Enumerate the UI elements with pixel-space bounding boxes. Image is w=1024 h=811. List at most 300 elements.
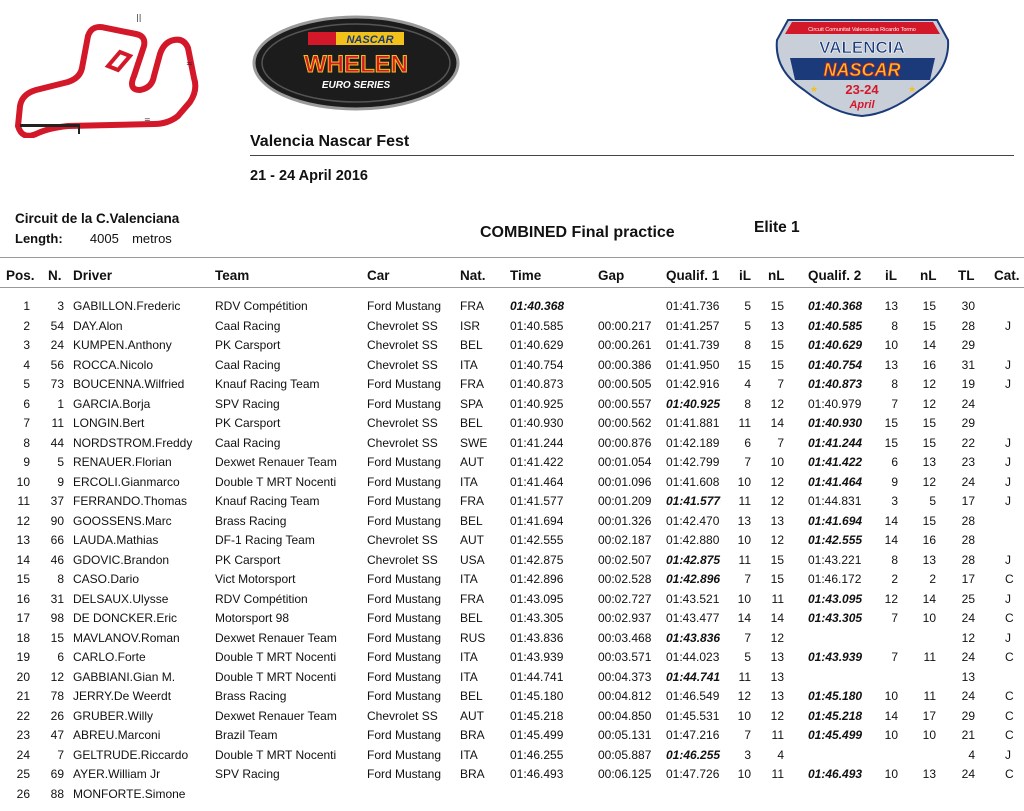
table-row [0, 748, 1024, 767]
cell-num: 31 [50, 591, 64, 606]
cell-time: 01:40.585 [510, 318, 564, 333]
cell-driver: LONGIN.Bert [73, 416, 145, 430]
cell-q2: 01:45.218 [808, 708, 863, 723]
cell-q2: 01:42.555 [808, 533, 863, 547]
cell-q2: 01:45.499 [808, 728, 863, 742]
cell-nat: SWE [460, 435, 488, 450]
cell-tl: 13 [961, 669, 975, 684]
cell-car: Ford Mustang [367, 630, 442, 645]
cell-gap: 00:00.386 [598, 357, 652, 372]
cell-tl: 17 [961, 572, 975, 586]
col-num: N. [48, 268, 62, 283]
cell-cat: J [1005, 318, 1011, 333]
cell-team: Brazil Team [215, 728, 278, 742]
cell-car: Chevrolet SS [367, 533, 438, 547]
cell-tl: 4 [968, 747, 975, 762]
valencia-top-text: Circuit Comunitat Valenciana Ricardo Tormo [808, 27, 916, 33]
cell-il1: 6 [744, 435, 751, 450]
cell-cat: J [1005, 435, 1011, 450]
cell-il1: 10 [737, 767, 751, 781]
cell-cat: J [1005, 357, 1011, 372]
cell-tl: 24 [961, 689, 975, 703]
cell-il1: 7 [744, 572, 751, 586]
cell-time: 01:41.577 [510, 494, 564, 508]
cell-team: Double T MRT Nocenti [215, 747, 337, 762]
cell-cat: J [1005, 747, 1011, 762]
cell-q2: 01:43.095 [808, 591, 863, 606]
cell-nat: SPA [460, 396, 484, 411]
cell-nl1: 14 [770, 416, 784, 430]
cell-q2: 01:41.244 [808, 435, 863, 450]
col-cat: Cat. [994, 268, 1020, 283]
cell-team: Double T MRT Nocenti [215, 650, 337, 664]
nascar-sub-text: EURO SERIES [321, 80, 391, 91]
table-row [0, 514, 1024, 533]
cell-car: Ford Mustang [367, 474, 442, 489]
cell-team: Caal Racing [215, 318, 281, 333]
cell-tl: 25 [961, 591, 975, 606]
cell-tl: 29 [961, 708, 975, 723]
cell-q1: 01:42.875 [666, 552, 721, 567]
table-row [0, 377, 1024, 396]
cell-nat: AUT [460, 533, 484, 547]
cell-num: 78 [50, 689, 64, 703]
cell-gap: 00:01.326 [598, 513, 652, 528]
cell-nl1: 15 [770, 338, 784, 352]
cell-num: 46 [50, 552, 64, 567]
table-top-rule [0, 257, 1024, 258]
col-qualif-1: Qualif. 1 [666, 268, 720, 283]
cell-q1: 01:43.521 [666, 591, 720, 606]
cell-gap: 00:00.557 [598, 396, 652, 411]
cell-nl2: 16 [922, 357, 936, 372]
cell-nl1: 12 [770, 474, 784, 489]
cell-num: 24 [50, 338, 64, 352]
cell-tl: 29 [961, 338, 975, 352]
cell-nl1: 13 [770, 669, 784, 684]
cell-q2: 01:40.754 [808, 357, 863, 372]
cell-car: Ford Mustang [367, 767, 442, 781]
cell-nat: USA [460, 552, 485, 567]
cell-num: 3 [57, 299, 64, 313]
cell-num: 37 [50, 494, 64, 508]
cell-cat: J [1005, 455, 1011, 469]
cell-driver: DE DONCKER.Eric [73, 611, 178, 625]
cell-driver: DELSAUX.Ulysse [73, 591, 169, 606]
cell-q1: 01:41.736 [666, 299, 720, 313]
cell-il1: 15 [737, 357, 751, 372]
cell-car: Chevrolet SS [367, 357, 438, 372]
table-row [0, 631, 1024, 650]
cell-tl: 29 [961, 416, 975, 430]
length-value: 4005 [89, 231, 119, 246]
cell-team: Dexwet Renauer Team [215, 708, 337, 723]
cell-nl2: 12 [922, 396, 936, 411]
cell-nat: ITA [460, 572, 478, 586]
cell-car: Ford Mustang [367, 513, 442, 528]
cell-q2: 01:40.873 [808, 377, 863, 391]
cell-num: 56 [50, 357, 64, 372]
cell-driver: GABILLON.Frederic [73, 299, 181, 313]
cell-q2: 01:40.979 [808, 396, 862, 411]
cell-pos: 6 [23, 396, 30, 411]
cell-num: 9 [57, 474, 64, 489]
table-row [0, 650, 1024, 669]
cell-driver: JERRY.De Weerdt [73, 689, 172, 703]
cell-driver: RENAUER.Florian [73, 455, 172, 469]
cell-num: 6 [57, 650, 64, 664]
col-time: Time [510, 268, 542, 283]
cell-pos: 8 [23, 435, 30, 450]
svg-text:=: = [186, 59, 193, 68]
cell-nl2: 15 [922, 318, 936, 333]
cell-time: 01:40.754 [510, 357, 564, 372]
table-row [0, 494, 1024, 513]
cell-driver: FERRANDO.Thomas [73, 494, 188, 508]
cell-pos: 17 [16, 611, 30, 625]
cell-pos: 9 [23, 455, 30, 469]
cell-cat: J [1005, 591, 1011, 606]
cell-q2: 01:43.939 [808, 650, 863, 664]
cell-team: SPV Racing [215, 767, 280, 781]
cell-q2: 01:40.930 [808, 416, 863, 430]
cell-tl: 21 [961, 728, 975, 742]
cell-il1: 14 [737, 611, 751, 625]
cell-cat: C [1005, 767, 1014, 781]
cell-time: 01:41.464 [510, 474, 564, 489]
cell-time: 01:40.629 [510, 338, 564, 352]
cell-driver: ERCOLI.Gianmarco [73, 474, 180, 489]
cell-il1: 11 [738, 669, 751, 684]
cell-nl1: 13 [770, 513, 784, 528]
cell-num: 1 [57, 396, 64, 411]
cell-il2: 7 [891, 396, 898, 411]
cell-nat: ITA [460, 474, 478, 489]
cell-pos: 13 [16, 533, 30, 547]
cell-il2: 15 [884, 435, 898, 450]
cell-gap: 00:01.096 [598, 474, 652, 489]
cell-tl: 28 [961, 533, 975, 547]
cell-tl: 28 [961, 552, 975, 567]
cell-pos: 23 [16, 728, 30, 742]
cell-nat: ITA [460, 357, 478, 372]
cell-gap: 00:00.876 [598, 435, 652, 450]
cell-car: Ford Mustang [367, 299, 442, 313]
cell-time: 01:40.930 [510, 416, 564, 430]
cell-nat: AUT [460, 455, 484, 469]
cell-num: 11 [51, 416, 64, 430]
cell-pos: 5 [23, 377, 30, 391]
svg-text:★: ★ [810, 85, 819, 95]
cell-driver: LAUDA.Mathias [73, 533, 159, 547]
table-row [0, 787, 1024, 806]
cell-il2: 12 [884, 591, 898, 606]
cell-tl: 28 [961, 318, 975, 333]
cell-q1: 01:41.608 [666, 474, 720, 489]
cell-il2: 10 [884, 338, 898, 352]
cell-il2: 8 [891, 318, 898, 333]
cell-il1: 11 [738, 416, 751, 430]
title-divider [250, 155, 1014, 156]
cell-pos: 11 [17, 494, 30, 508]
cell-num: 15 [50, 630, 64, 645]
cell-il2: 8 [891, 552, 898, 567]
cell-nl1: 15 [770, 552, 784, 567]
cell-il2: 7 [891, 650, 898, 664]
cell-driver: BOUCENNA.Wilfried [73, 377, 185, 391]
cell-tl: 24 [961, 611, 975, 625]
cell-il2: 3 [891, 494, 898, 508]
cell-time: 01:46.493 [510, 767, 564, 781]
cell-tl: 24 [961, 767, 975, 781]
cell-nl1: 11 [771, 591, 784, 606]
cell-q1: 01:41.257 [666, 318, 720, 333]
cell-tl: 28 [961, 513, 975, 528]
cell-q1: 01:41.577 [666, 494, 721, 508]
cell-il1: 5 [744, 650, 751, 664]
cell-time: 01:43.836 [510, 630, 564, 645]
cell-num: 69 [50, 767, 64, 781]
cell-nl1: 15 [770, 299, 784, 313]
event-dates: 21 - 24 April 2016 [250, 168, 368, 184]
cell-nat: BRA [460, 728, 485, 742]
cell-nat: BEL [460, 611, 483, 625]
cell-team: DF-1 Racing Team [215, 533, 315, 547]
cell-pos: 12 [16, 513, 30, 528]
cell-driver: GABBIANI.Gian M. [73, 669, 176, 684]
cell-num: 5 [57, 455, 64, 469]
cell-nat: ITA [460, 669, 478, 684]
cell-time: 01:40.873 [510, 377, 564, 391]
cell-gap: 00:02.187 [598, 533, 652, 547]
cell-nl1: 12 [770, 630, 784, 645]
cell-nl2: 14 [922, 338, 936, 352]
cell-gap: 00:04.373 [598, 669, 652, 684]
cell-nat: FRA [460, 591, 484, 606]
cell-driver: KUMPEN.Anthony [73, 338, 172, 352]
col-car: Car [367, 268, 390, 283]
cell-driver: MAVLANOV.Roman [73, 630, 180, 645]
table-row [0, 572, 1024, 591]
cell-driver: GRUBER.Willy [73, 708, 153, 723]
cell-q1: 01:46.549 [666, 689, 720, 703]
cell-q2: 01:43.221 [808, 552, 862, 567]
cell-il2: 2 [891, 572, 898, 586]
cell-q1: 01:42.189 [666, 435, 720, 450]
cell-driver: ABREU.Marconi [73, 728, 161, 742]
cell-tl: 24 [961, 396, 975, 411]
cell-time: 01:43.095 [510, 591, 564, 606]
table-row [0, 709, 1024, 728]
cell-nl1: 13 [770, 689, 784, 703]
cell-pos: 22 [16, 708, 30, 723]
cell-team: Double T MRT Nocenti [215, 669, 337, 684]
cell-nl1: 11 [771, 767, 784, 781]
cell-time: 01:41.694 [510, 513, 564, 528]
cell-car: Ford Mustang [367, 591, 442, 606]
valencia-nascar-logo [770, 10, 955, 118]
nascar-top-text: NASCAR [346, 34, 394, 46]
cell-il2: 15 [884, 416, 898, 430]
cell-gap: 00:03.571 [598, 650, 652, 664]
cell-driver: DAY.Alon [73, 318, 123, 333]
cell-num: 26 [50, 708, 64, 723]
cell-q2: 01:41.694 [808, 513, 863, 528]
cell-nat: BEL [460, 513, 483, 528]
cell-gap: 00:04.812 [598, 689, 652, 703]
cell-pos: 7 [23, 416, 30, 430]
cell-il2: 13 [884, 299, 898, 313]
cell-nat: BEL [460, 416, 483, 430]
cell-q1: 01:47.216 [666, 728, 720, 742]
cell-gap: 00:00.562 [598, 416, 652, 430]
cell-pos: 26 [16, 786, 30, 801]
cell-tl: 24 [961, 474, 975, 489]
cell-il1: 10 [737, 474, 751, 489]
cell-q2: 01:44.831 [808, 494, 862, 508]
cell-nl1: 13 [770, 318, 784, 333]
cell-q1: 01:41.739 [666, 338, 720, 352]
col-nat: Nat. [460, 268, 486, 283]
cell-q1: 01:41.881 [666, 416, 720, 430]
cell-tl: 24 [961, 650, 975, 664]
cell-cat: J [1005, 377, 1011, 391]
cell-team: PK Carsport [215, 338, 281, 352]
svg-text:||: || [136, 13, 142, 22]
cell-q1: 01:45.531 [666, 708, 720, 723]
cell-nat: BEL [460, 689, 483, 703]
cell-driver: ROCCA.Nicolo [73, 357, 154, 372]
cell-nat: ISR [460, 318, 481, 333]
cell-time: 01:45.499 [510, 728, 564, 742]
cell-il1: 3 [744, 747, 751, 762]
table-row [0, 299, 1024, 318]
length-label: Length: [15, 231, 63, 246]
cell-pos: 14 [16, 552, 30, 567]
table-row [0, 728, 1024, 747]
cell-car: Ford Mustang [367, 572, 442, 586]
cell-cat: C [1005, 728, 1014, 742]
class-label: Elite 1 [754, 219, 800, 236]
cell-pos: 20 [16, 669, 30, 684]
session-title: COMBINED Final practice [480, 224, 675, 241]
cell-time: 01:46.255 [510, 747, 564, 762]
cell-nl2: 15 [922, 513, 936, 528]
cell-il2: 10 [884, 689, 898, 703]
table-header [0, 268, 1024, 288]
cell-team: Knauf Racing Team [215, 377, 320, 391]
cell-nl1: 12 [770, 533, 784, 547]
cell-num: 73 [50, 377, 64, 391]
cell-q1: 01:42.799 [666, 455, 720, 469]
cell-num: 66 [50, 533, 64, 547]
cell-driver: MONFORTE.Simone [73, 786, 186, 801]
cell-time: 01:42.896 [510, 572, 564, 586]
cell-nl1: 11 [771, 728, 784, 742]
cell-gap: 00:04.850 [598, 708, 652, 723]
cell-nl2: 10 [922, 611, 936, 625]
cell-il1: 10 [737, 708, 751, 723]
valencia-days-text: 23-24 [845, 82, 879, 97]
cell-car: Ford Mustang [367, 650, 442, 664]
cell-gap: 00:02.528 [598, 572, 652, 586]
cell-pos: 3 [23, 338, 30, 352]
cell-nl1: 7 [777, 435, 784, 450]
cell-il1: 12 [737, 689, 751, 703]
cell-q1: 01:40.925 [666, 396, 721, 411]
cell-car: Chevrolet SS [367, 318, 438, 333]
cell-cat: J [1005, 494, 1011, 508]
cell-pos: 24 [16, 747, 30, 762]
cell-il1: 13 [737, 513, 751, 528]
cell-tl: 31 [961, 357, 975, 372]
cell-tl: 23 [961, 455, 975, 469]
cell-team: Dexwet Renauer Team [215, 630, 337, 645]
cell-time: 01:44.741 [510, 669, 564, 684]
col-il-1: iL [739, 268, 751, 283]
table-row [0, 455, 1024, 474]
cell-il2: 13 [884, 357, 898, 372]
table-header-rule [0, 287, 1024, 288]
nascar-whelen-logo [252, 14, 460, 112]
cell-nl2: 15 [922, 435, 936, 450]
cell-nat: RUS [460, 630, 486, 645]
cell-nl2: 13 [922, 455, 936, 469]
cell-il1: 7 [744, 728, 751, 742]
cell-tl: 19 [961, 377, 975, 391]
cell-car: Ford Mustang [367, 494, 442, 508]
cell-driver: GARCIA.Borja [73, 396, 151, 411]
table-row [0, 689, 1024, 708]
cell-driver: CARLO.Forte [73, 650, 146, 664]
cell-nl1: 4 [777, 747, 784, 762]
cell-q1: 01:47.726 [666, 767, 720, 781]
cell-il1: 11 [738, 494, 751, 508]
table-row [0, 338, 1024, 357]
cell-nl1: 12 [770, 494, 784, 508]
svg-text:★: ★ [908, 85, 917, 95]
cell-time: 01:41.244 [510, 435, 564, 450]
table-row [0, 767, 1024, 786]
event-title: Valencia Nascar Fest [250, 133, 410, 150]
cell-gap: 00:01.054 [598, 455, 652, 469]
cell-car: Chevrolet SS [367, 552, 438, 567]
cell-gap: 00:05.887 [598, 747, 652, 762]
cell-num: 47 [50, 728, 64, 742]
cell-tl: 30 [961, 299, 975, 313]
cell-q2: 01:45.180 [808, 689, 863, 703]
cell-cat: C [1005, 611, 1014, 625]
col-team: Team [215, 268, 250, 283]
cell-nl2: 11 [923, 689, 936, 703]
table-row [0, 533, 1024, 552]
col-nl-2: nL [920, 268, 937, 283]
cell-q1: 01:43.836 [666, 630, 721, 645]
cell-tl: 22 [961, 435, 975, 450]
cell-car: Chevrolet SS [367, 435, 438, 450]
cell-gap: 00:00.261 [598, 338, 652, 352]
cell-q1: 01:42.916 [666, 377, 720, 391]
cell-gap: 00:00.505 [598, 377, 652, 391]
cell-nl1: 15 [770, 357, 784, 372]
cell-nl1: 7 [777, 377, 784, 391]
cell-cat: C [1005, 708, 1014, 723]
cell-driver: GELTRUDE.Riccardo [73, 747, 189, 762]
cell-il1: 8 [744, 396, 751, 411]
col-tl: TL [958, 268, 975, 283]
cell-nl2: 13 [922, 767, 936, 781]
cell-gap: 00:02.507 [598, 552, 652, 567]
